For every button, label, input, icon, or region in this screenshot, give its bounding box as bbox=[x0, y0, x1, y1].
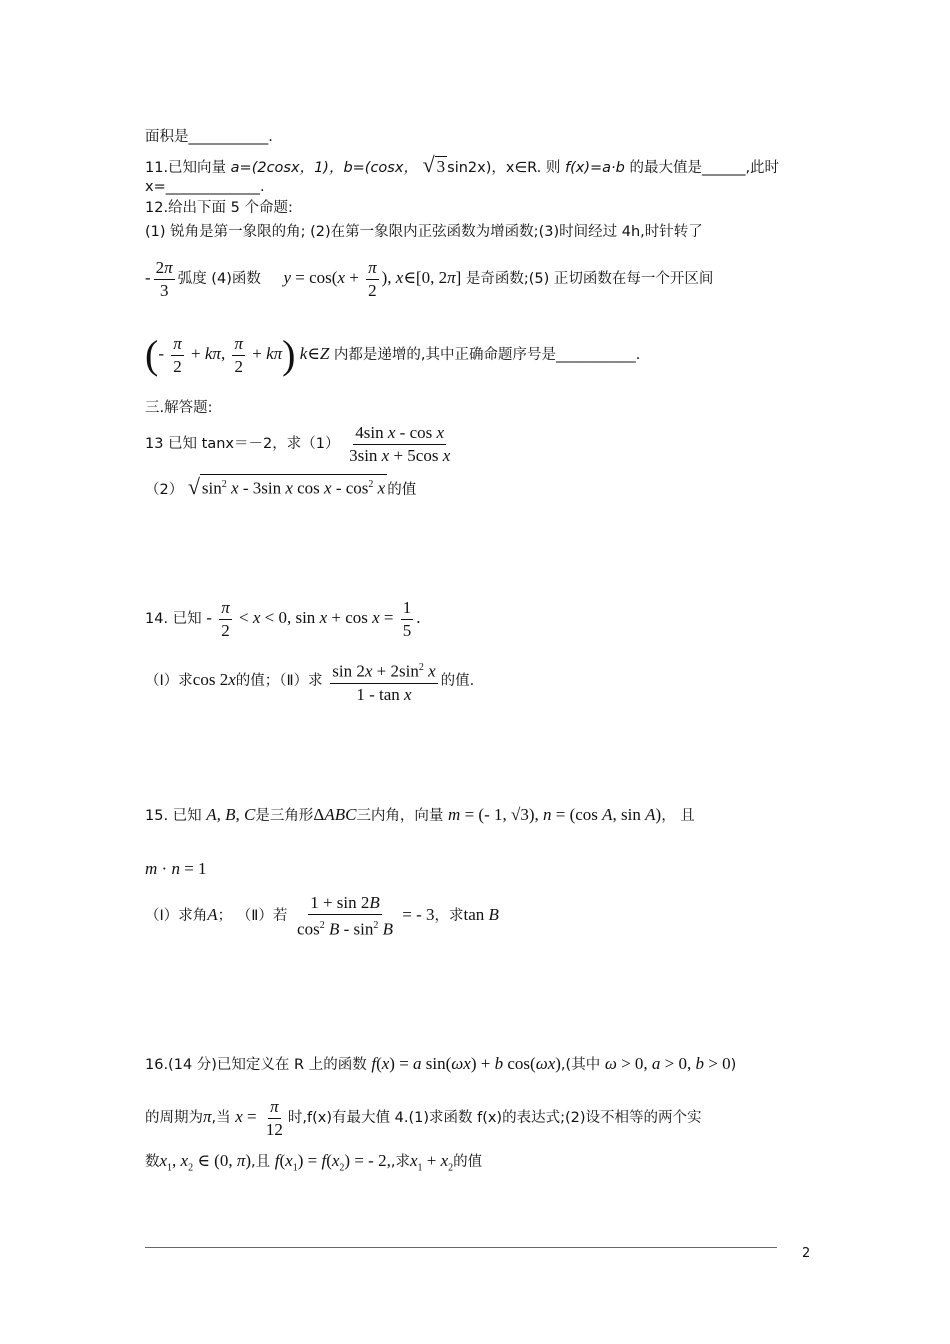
q15-vectors-label: 三内角，向量 bbox=[356, 808, 444, 824]
x-equals-pi-12-math: x = $\frac{\pi}{12}$ bbox=[235, 1096, 283, 1139]
q13-part-2 bbox=[145, 474, 416, 505]
q16-ask: ,求 bbox=[390, 1154, 410, 1170]
abc-math: A, B, C bbox=[206, 805, 256, 824]
dot-product-math: m · n = 1 bbox=[145, 859, 207, 878]
q14-prefix: 14. 已知 bbox=[145, 611, 202, 627]
q15-prefix: 15. 已知 bbox=[145, 808, 202, 824]
question-15 bbox=[145, 800, 695, 831]
q14-part2-label: 的值；（Ⅱ）求 bbox=[235, 673, 323, 690]
q11-func: f(x)=a·b bbox=[564, 160, 625, 176]
q12-line-1: (1) 锐角是第一象限的角; (2)在第一象限内正弦函数为增函数;(3)时间经过 4h,时针转了 bbox=[145, 224, 703, 240]
q15-parts bbox=[145, 892, 499, 939]
q13-prefix: 13 已知 tanx＝－2，求（1） bbox=[145, 436, 340, 452]
q15-fraction-math: $\frac{1 + \sin 2B}{\cos^2 B - \sin^2 B}$ = - 3 bbox=[297, 892, 435, 939]
q12-line2-a: 弧度 (4)函数 bbox=[177, 271, 261, 287]
q11-vectors: a=(2cosx，1)，b=(cosx， bbox=[230, 160, 418, 176]
q15-part1-label: （Ⅰ）求角 bbox=[145, 908, 208, 924]
q16-conditions-math: ω > 0, a > 0, b > 0 bbox=[604, 1054, 731, 1073]
q16-line2-text: 时,f(x)有最大值 4.(1)求函数 f(x)的表达式;(2)设不相等的两个实 bbox=[287, 1110, 702, 1126]
q16-prefix: 16.(14 分)已知定义在 R 上的函数 bbox=[145, 1057, 367, 1073]
q13-part2-label: （2） bbox=[145, 482, 184, 498]
q15-and: ， 且 bbox=[661, 808, 695, 824]
q11-answer-line: x=_____________. bbox=[145, 179, 265, 195]
q15-triangle-label: 是三角形 bbox=[255, 808, 314, 824]
pi-math: π bbox=[203, 1107, 212, 1126]
triangle-abc-math: ΔABC bbox=[313, 805, 357, 824]
q12-line-2 bbox=[145, 256, 713, 301]
q11-prefix: 11.已知向量 bbox=[145, 160, 231, 176]
angle-a-math: A bbox=[207, 905, 218, 924]
q16-close-paren: ) bbox=[730, 1057, 737, 1073]
q13-tail: 的值 bbox=[387, 482, 417, 498]
q16-line-3 bbox=[145, 1147, 482, 1182]
x1-plus-x2-math: $x_1 + x_2$ bbox=[409, 1151, 454, 1174]
q16-count: 数 bbox=[145, 1154, 160, 1170]
q12-line-3 bbox=[145, 330, 640, 379]
q12-line3-text: 内都是递增的,其中正确命题序号是___________. bbox=[333, 347, 641, 363]
question-14 bbox=[145, 595, 421, 642]
vectors-m-n-math: m = (- 1, √3), n = (cos A, sin A) bbox=[448, 805, 662, 824]
sqrt3-math: √ 3 bbox=[422, 152, 446, 177]
q11-tail: 的最大值是______,此时 bbox=[624, 160, 780, 176]
q16-tail: 的值 bbox=[453, 1154, 483, 1170]
cos-function-math: y = cos(x + $\frac{\pi}{2}$ ), x∈[0, 2π] bbox=[283, 257, 462, 300]
cos2x-math: cos 2x bbox=[192, 670, 236, 690]
line-q10-tail: 面积是___________. bbox=[145, 129, 273, 145]
question-13 bbox=[145, 420, 455, 467]
q16-when: ,当 bbox=[211, 1110, 231, 1126]
fx1-fx2-math: $f(x_1) = f(x_2)$ = - 2, bbox=[274, 1151, 391, 1174]
q14-part1-label: （Ⅰ）求 bbox=[145, 673, 193, 690]
q16-period-label: 的周期为 bbox=[145, 1110, 203, 1126]
question-11 bbox=[145, 152, 780, 177]
x1-x2-domain-math: $x_1$, $x_2$ ∈ (0, π) bbox=[159, 1151, 252, 1174]
q11-mid: sin2x)，x∈R. 则 bbox=[447, 160, 565, 176]
tanb-math: tan B bbox=[463, 905, 499, 924]
tan-interval-math: (- $\frac{\pi}{2}$ + kπ, $\frac{\pi}{2}$ + kπ) k∈Z bbox=[145, 332, 330, 378]
q14-fraction-math: $\frac{\sin 2x + 2\sin^2 x}{\text{1 - tan x}}$ bbox=[327, 670, 440, 689]
q15-ask: ，求 bbox=[434, 908, 464, 924]
q16-function-math: f(x) = a sin(ωx) + b cos(ωx) bbox=[371, 1054, 561, 1073]
question-12: 12.给出下面 5 个命题: bbox=[145, 200, 293, 216]
q13-sqrt-math: √ $\sin^2 x - 3\sin$ x cos x - $\cos^2 x$ bbox=[187, 474, 386, 499]
q14-condition-math: - $\frac{\pi}{2}$ < x < 0, sin x + cos x = $\frac{1}{5}$ . bbox=[206, 597, 421, 640]
q16-where: ,(其中 bbox=[560, 1057, 601, 1073]
q14-parts bbox=[145, 658, 474, 705]
q12-line2-b: 是奇函数;(5) 正切函数在每一个开区间 bbox=[465, 271, 714, 287]
q13-fraction-math: $\frac{\text{4sin x - cos x}}{\text{3sin x + 5cos x}}$ bbox=[349, 422, 451, 465]
footer-rule bbox=[145, 1247, 777, 1248]
section-3-heading: 三.解答题: bbox=[145, 400, 213, 416]
q16-line-2 bbox=[145, 1094, 702, 1141]
question-16 bbox=[145, 1050, 736, 1079]
page-number: 2 bbox=[802, 1246, 811, 1261]
q14-tail: 的值. bbox=[440, 673, 475, 690]
minus-2pi-over-3-math: - $\frac{2\pi}{3}$ bbox=[145, 257, 173, 300]
q15-part2-label: ； （Ⅱ）若 bbox=[217, 908, 288, 924]
q16-and: ,且 bbox=[251, 1154, 271, 1170]
